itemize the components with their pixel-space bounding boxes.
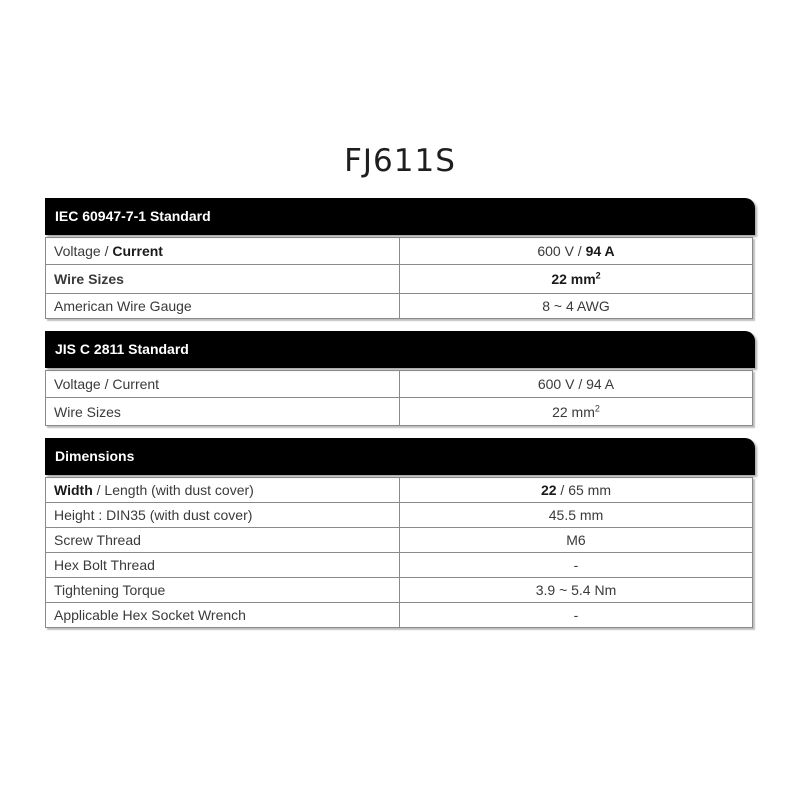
row-label: Tightening Torque: [46, 578, 400, 603]
row-label: Applicable Hex Socket Wrench: [46, 603, 400, 628]
section-header-dimensions: Dimensions: [45, 438, 755, 475]
section-header-jis: JIS C 2811 Standard: [45, 331, 755, 368]
spec-table-dimensions: [45, 477, 753, 628]
table-row: [46, 398, 753, 426]
row-value: 22 $mm^2$: [400, 265, 753, 294]
row-label: Height : DIN35 (with dust cover): [46, 503, 400, 528]
row-value: 600 V / 94 A: [400, 238, 753, 265]
table-row: [46, 265, 753, 294]
table-row: [46, 371, 753, 398]
row-label: Width / Length (with dust cover): [46, 478, 400, 503]
spec-table-iec: [45, 237, 753, 319]
row-value: -: [400, 603, 753, 628]
table-row: [46, 238, 753, 265]
section-iec-standard: [45, 198, 755, 319]
row-value: 600 V / 94 A: [400, 371, 753, 398]
table-row: [46, 603, 753, 628]
table-row: [46, 553, 753, 578]
section-header-iec: IEC 60947-7-1 Standard: [45, 198, 755, 235]
row-label: Hex Bolt Thread: [46, 553, 400, 578]
section-jis-standard: [45, 331, 755, 426]
table-row: [46, 478, 753, 503]
row-value: -: [400, 553, 753, 578]
row-value: 22 $mm^2$: [400, 398, 753, 426]
row-label: Wire Sizes: [46, 265, 400, 294]
table-row: [46, 294, 753, 319]
row-value: M6: [400, 528, 753, 553]
row-value: 8 ~ 4 AWG: [400, 294, 753, 319]
row-label: Screw Thread: [46, 528, 400, 553]
table-row: [46, 503, 753, 528]
row-label: Voltage / Current: [46, 371, 400, 398]
table-row: [46, 578, 753, 603]
row-value: 3.9 ~ 5.4 Nm: [400, 578, 753, 603]
row-label: Voltage / Current: [46, 238, 400, 265]
row-value: 22 / 65 mm: [400, 478, 753, 503]
spec-table-jis: [45, 370, 753, 426]
row-value: 45.5 mm: [400, 503, 753, 528]
page-title: FJ611S: [344, 143, 456, 179]
section-dimensions: [45, 438, 755, 628]
table-row: [46, 528, 753, 553]
row-label: American Wire Gauge: [46, 294, 400, 319]
row-label: Wire Sizes: [46, 398, 400, 426]
